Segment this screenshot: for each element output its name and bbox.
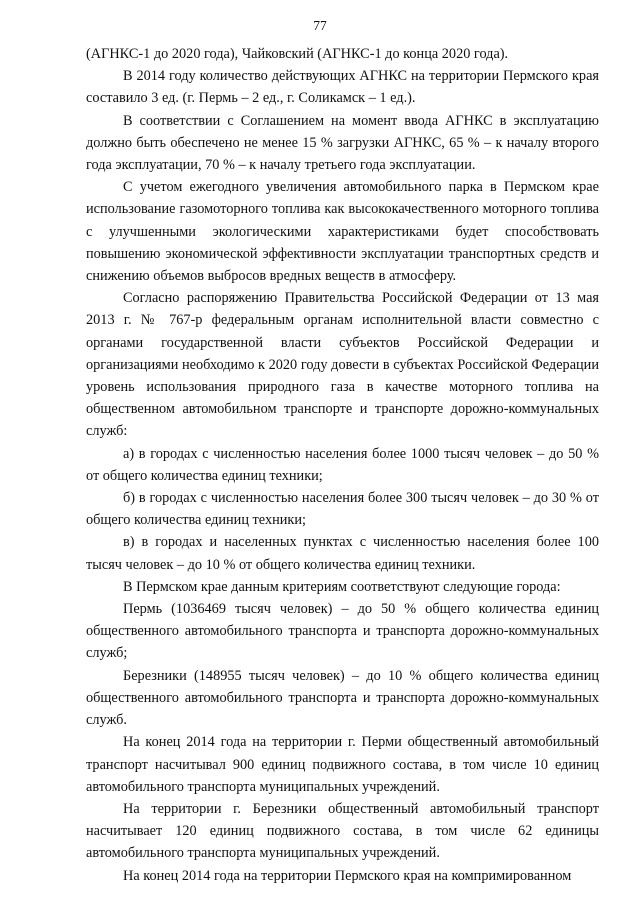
list-item: б) в городах с численностью населения более 300 тысяч человек – до 30 % от общего количества единиц техники; [86,490,599,529]
list-item: а) в городах с численностью населения более 1000 тысяч человек – до 50 % от общего количества единиц техники; [86,445,599,484]
paragraph: Пермь (1036469 тысяч человек) – до 50 % общего количества единиц общественного автомобильного транспорта и транспорта дорожно-коммунальных служб; [86,601,599,662]
paragraph: Согласно распоряжению Правительства Российской Федерации от 13 мая 2013 г. № 767-р федеральным органам исполнительной власти совместно с органами государственной власти субъектов Российской Федерации и организациями необходимо к 2020 году довести в субъектах Российской Федерации уровень использования природного газа в качестве моторного топлива на общественном автомобильном транспорте и транспорте дорожно-коммунальных служб: [86,290,599,440]
page-number: 77 [313,18,327,33]
paragraph: (АГНКС-1 до 2020 года), Чайковский (АГНКС-1 до конца 2020 года). [86,46,509,62]
paragraph: На конец 2014 года на территории г. Перми общественный автомобильный транспорт насчитывал 900 единиц подвижного состава, в том числе 10 единиц автомобильного транспорта муниципальных учреждений. [86,734,599,795]
list-item: в) в городах и населенных пунктах с численностью населения более 100 тысяч человек – до 10 % от общего количества единиц техники. [86,534,599,573]
paragraph: На территории г. Березники общественный автомобильный транспорт насчитывает 120 единиц подвижного состава, в том числе 62 единицы автомобильного транспорта муниципальных учреждений. [86,800,599,862]
paragraph: На конец 2014 года на территории Пермского края на компримированном [123,867,572,884]
paragraph: С учетом ежегодного увеличения автомобильного парка в Пермском крае использование газомоторного топлива как высококачественного моторного топлива с улучшенными экологическими характеристиками будет способствовать повышению экономической эффективности эксплуатации транспортных средств и снижению объемов выбросов вредных веществ в атмосферу. [86,179,599,285]
document-body [86,43,599,887]
paragraph: В Пермском крае данным критериям соответствуют следующие города: [123,578,561,595]
paragraph: Березники (148955 тысяч человек) – до 10 % общего количества единиц общественного автомобильного транспорта и транспорта дорожно-коммунальных служб. [86,667,599,729]
paragraph: В 2014 году количество действующих АГНКС на территории Пермского края составило 3 ед. (г. Пермь – 2 ед., г. Соликамск – 1 ед.). [86,68,599,107]
paragraph: В соответствии с Соглашением на момент ввода АГНКС в эксплуатацию должно быть обеспечено не менее 15 % загрузки АГНКС, 65 % – к началу второго года эксплуатации, 70 % – к началу третьего года эксплуатации. [86,112,599,174]
